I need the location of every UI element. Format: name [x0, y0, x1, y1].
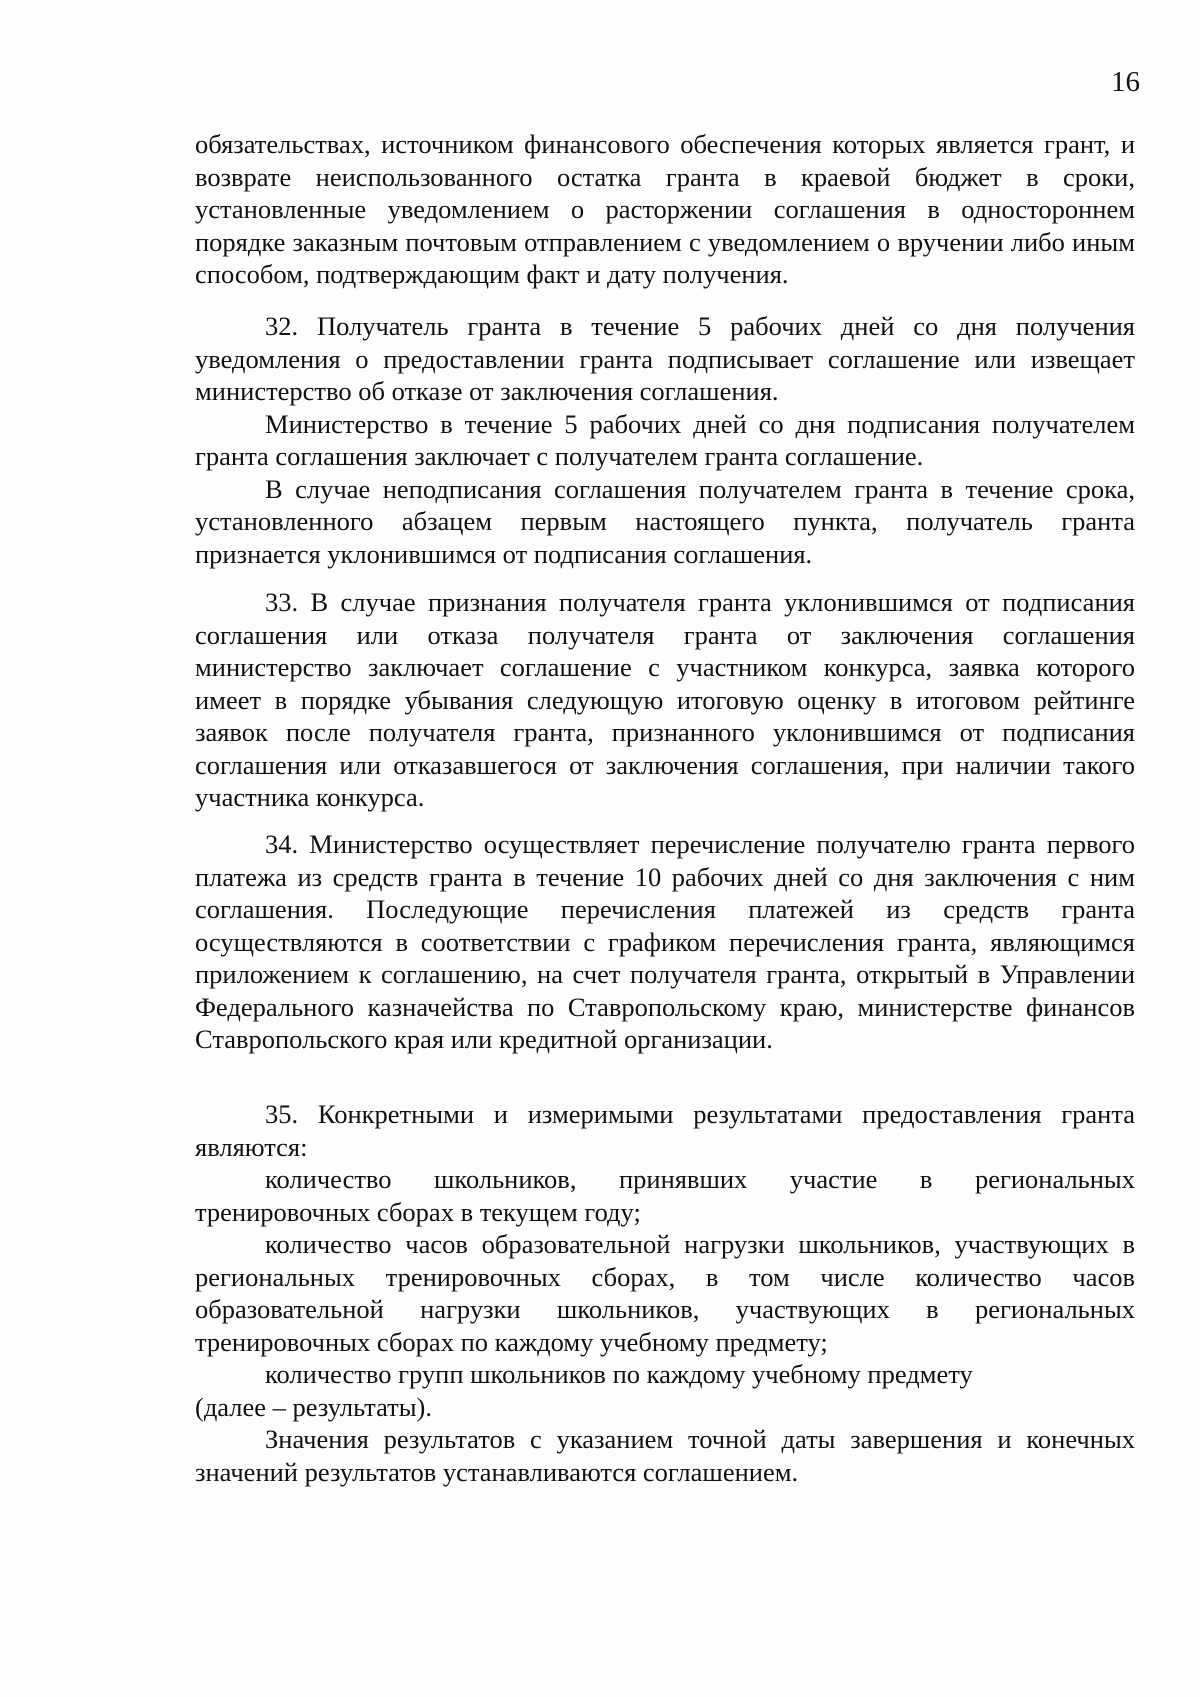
paragraph: 33. В случае признания получателя гранта уклонившимся от подписания соглашения или отказа получателя гранта от заключения соглашения министерство заключает соглашение с участником конкурса, заявка которого имеет в порядке убывания следующую итоговую оценку в итоговом рейтинге заявок после получателя гранта, признанного уклонившимся от подписания соглашения или отказавшегося от заключения соглашения, при наличии такого участника конкурса.	[195, 587, 1135, 812]
paragraph: 34. Министерство осуществляет перечисление получателю гранта первого платежа из средств гранта в течение 10 рабочих дней со дня заключения с ним соглашения. Последующие перечисления платежей из средств гранта осуществляются в соответствии с графиком перечисления гранта, являющимся приложением к соглашению, на счет получателя гранта, открытый в Управлении Федерального казначейства по Ставропольскому краю, министерстве финансов Ставропольского края или кредитной организации.	[195, 829, 1135, 1054]
paragraph: (далее – результаты).	[195, 1391, 432, 1422]
paragraph: Министерство в течение 5 рабочих дней со дня подписания получателем гранта соглашения заключает с получателем гранта соглашение.	[195, 408, 1135, 471]
text-block-item-32	[195, 310, 1135, 570]
paragraph: 35. Конкретными и измеримыми результатами предоставления гранта являются:	[195, 1099, 1135, 1162]
text-block-item-33	[195, 586, 1135, 814]
paragraph: количество групп школьников по каждому учебному предмету	[265, 1359, 973, 1389]
paragraph: обязательствах, источником финансового обеспечения которых является грант, и возврате неиспользованного остатка гранта в краевой бюджет в сроки, установленные уведомлением о расторжении соглашения в одностороннем порядке заказным почтовым отправлением с уведомлением о вручении либо иным способом, подтверждающим факт и дату получения.	[195, 129, 1135, 289]
paragraph: количество школьников, принявших участие в региональных тренировочных сборах в текущем году;	[195, 1164, 1135, 1227]
paragraph: количество часов образовательной нагрузки школьников, участвующих в региональных тренировочных сборах, в том числе количество часов образовательной нагрузки школьников, участвующих в региональных тренировочных сборах по каждому учебному предмету;	[195, 1229, 1135, 1357]
paragraph: В случае неподписания соглашения получателем гранта в течение срока, установленного абзацем первым настоящего пункта, получатель гранта признается уклонившимся от подписания соглашения.	[195, 473, 1135, 569]
paragraph: Значения результатов с указанием точной даты завершения и конечных значений результатов устанавливаются соглашением.	[195, 1424, 1135, 1487]
text-block-continuation	[195, 128, 1135, 291]
text-block-item-34	[195, 828, 1135, 1056]
page-number: 16	[1111, 66, 1140, 98]
text-block-item-35	[195, 1098, 1135, 1488]
paragraph: 32. Получатель гранта в течение 5 рабочих дней со дня получения уведомления о предоставлении гранта подписывает соглашение или извещает министерство об отказе от заключения соглашения.	[195, 311, 1135, 406]
